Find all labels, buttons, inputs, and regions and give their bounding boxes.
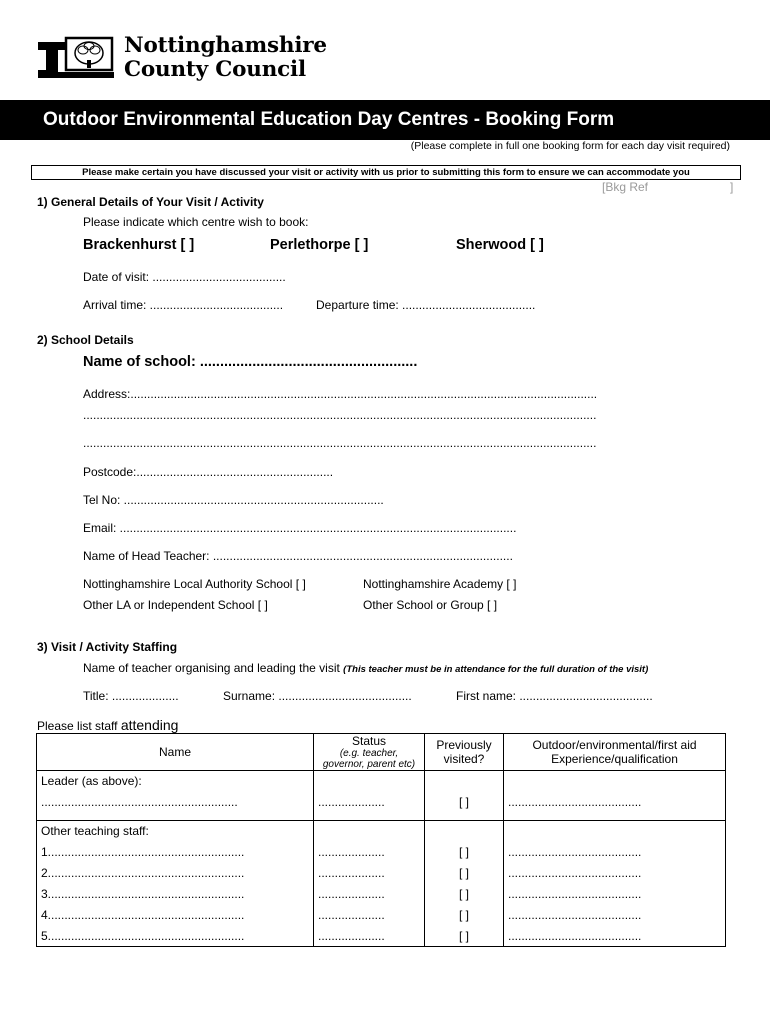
booking-ref-end: ]: [730, 180, 734, 194]
leader-visited-checkbox[interactable]: [ ]: [425, 791, 504, 812]
address-line-1-field[interactable]: Address:............................................................................................................................................: [83, 387, 598, 401]
centre-option-brackenhurst[interactable]: Brackenhurst [ ]: [83, 237, 195, 253]
staff-row: [37, 862, 726, 883]
leader-label-row: [37, 771, 726, 792]
school-type-other-la[interactable]: Other LA or Independent School [ ]: [83, 598, 268, 612]
staff-visited-checkbox[interactable]: [ ]: [425, 883, 504, 904]
arrival-time-field[interactable]: Arrival time: ........................................: [83, 298, 284, 312]
staff-list-suffix: attending: [120, 717, 179, 733]
form-title: Outdoor Environmental Education Day Centres - Booking Form: [43, 109, 615, 130]
staff-table-header: [37, 734, 726, 771]
header-experience: Outdoor/environmental/first aid Experience/qualification: [504, 734, 726, 771]
lead-teacher-text: Name of teacher organising and leading the visit: [83, 661, 340, 675]
booking-ref-label: [Bkg Ref: [602, 180, 649, 194]
tel-no-field[interactable]: Tel No: ..............................................................................: [83, 493, 384, 507]
org-line-1: Nottinghamshire: [124, 33, 327, 58]
head-teacher-field[interactable]: Name of Head Teacher: ..........................................................................................: [83, 549, 513, 563]
date-of-visit-field[interactable]: Date of visit: ........................................: [83, 270, 286, 284]
staff-status-field[interactable]: ....................: [314, 925, 425, 947]
school-type-notts-academy[interactable]: Nottinghamshire Academy [ ]: [363, 577, 517, 591]
postcode-field[interactable]: Postcode:...........................................................: [83, 465, 334, 479]
leader-row: [37, 791, 726, 812]
staff-list-prefix: Please list staff: [37, 719, 118, 733]
staff-row: [37, 904, 726, 925]
leader-label: Leader (as above):: [37, 771, 314, 792]
section-2-heading: 2) School Details: [37, 333, 134, 347]
section-1-heading: 1) General Details of Your Visit / Activity: [37, 195, 264, 209]
county-council-logo-icon: [36, 36, 116, 80]
departure-time-field[interactable]: Departure time: ........................................: [316, 298, 536, 312]
centre-option-perlethorpe[interactable]: Perlethorpe [ ]: [270, 237, 369, 253]
form-title-bar: [0, 100, 770, 140]
school-type-other-group[interactable]: Other School or Group [ ]: [363, 598, 498, 612]
address-line-2-field[interactable]: ..........................................................................................................................................................: [83, 408, 597, 422]
staff-experience-field[interactable]: ........................................: [504, 904, 726, 925]
staff-list-label: [37, 717, 178, 733]
staff-status-field[interactable]: ....................: [314, 883, 425, 904]
staff-name-field[interactable]: 2...........................................................: [37, 862, 314, 883]
staff-table: [36, 733, 726, 947]
leader-name-field[interactable]: ...........................................................: [37, 791, 314, 812]
centre-instruction: Please indicate which centre wish to book:: [83, 215, 309, 229]
staff-visited-checkbox[interactable]: [ ]: [425, 904, 504, 925]
school-type-notts-la[interactable]: Nottinghamshire Local Authority School [ ]: [83, 577, 306, 591]
centre-option-sherwood[interactable]: Sherwood [ ]: [456, 237, 544, 253]
lead-teacher-label: [83, 661, 648, 675]
staff-status-field[interactable]: ....................: [314, 841, 425, 862]
staff-experience-field[interactable]: ........................................: [504, 862, 726, 883]
header-status-title: Status: [351, 734, 387, 748]
email-field[interactable]: Email: .......................................................................................................................: [83, 521, 517, 535]
staff-experience-field[interactable]: ........................................: [504, 883, 726, 904]
notice-box: Please make certain you have discussed your visit or activity with us prior to submitting this form to ensure we can accommodate you: [31, 165, 741, 180]
staff-status-field[interactable]: ....................: [314, 904, 425, 925]
staff-name-field[interactable]: 3...........................................................: [37, 883, 314, 904]
leader-experience-field[interactable]: ........................................: [504, 791, 726, 812]
school-name-field[interactable]: Name of school: ......................................................: [83, 354, 418, 370]
header-name: Name: [37, 734, 314, 771]
other-staff-label-row: [37, 821, 726, 842]
staff-visited-checkbox[interactable]: [ ]: [425, 841, 504, 862]
leader-status-field[interactable]: ....................: [314, 791, 425, 812]
org-line-2: County Council: [124, 57, 306, 82]
organisation-name: [124, 34, 327, 82]
completion-note: (Please complete in full one booking form for each day visit required): [410, 140, 730, 152]
staff-visited-checkbox[interactable]: [ ]: [425, 925, 504, 947]
staff-experience-field[interactable]: ........................................: [504, 925, 726, 947]
header-status: [314, 734, 425, 771]
staff-row: [37, 925, 726, 947]
leader-gap: [37, 812, 726, 821]
staff-row: [37, 883, 726, 904]
staff-status-field[interactable]: ....................: [314, 862, 425, 883]
teacher-surname-field[interactable]: Surname: ........................................: [223, 689, 412, 703]
staff-row: [37, 841, 726, 862]
lead-teacher-note: (This teacher must be in attendance for the full duration of the visit): [343, 664, 649, 675]
other-staff-label: Other teaching staff:: [37, 821, 314, 842]
section-3-heading: 3) Visit / Activity Staffing: [37, 640, 178, 654]
header-status-sub: (e.g. teacher, governor, parent etc): [322, 748, 416, 770]
teacher-title-field[interactable]: Title: ....................: [83, 689, 179, 703]
address-line-3-field[interactable]: ..........................................................................................................................................................: [83, 436, 597, 450]
staff-name-field[interactable]: 1...........................................................: [37, 841, 314, 862]
staff-experience-field[interactable]: ........................................: [504, 841, 726, 862]
staff-visited-checkbox[interactable]: [ ]: [425, 862, 504, 883]
staff-name-field[interactable]: 5...........................................................: [37, 925, 314, 947]
staff-name-field[interactable]: 4...........................................................: [37, 904, 314, 925]
header-previously-visited: Previously visited?: [425, 734, 504, 771]
teacher-first-name-field[interactable]: First name: ........................................: [456, 689, 653, 703]
